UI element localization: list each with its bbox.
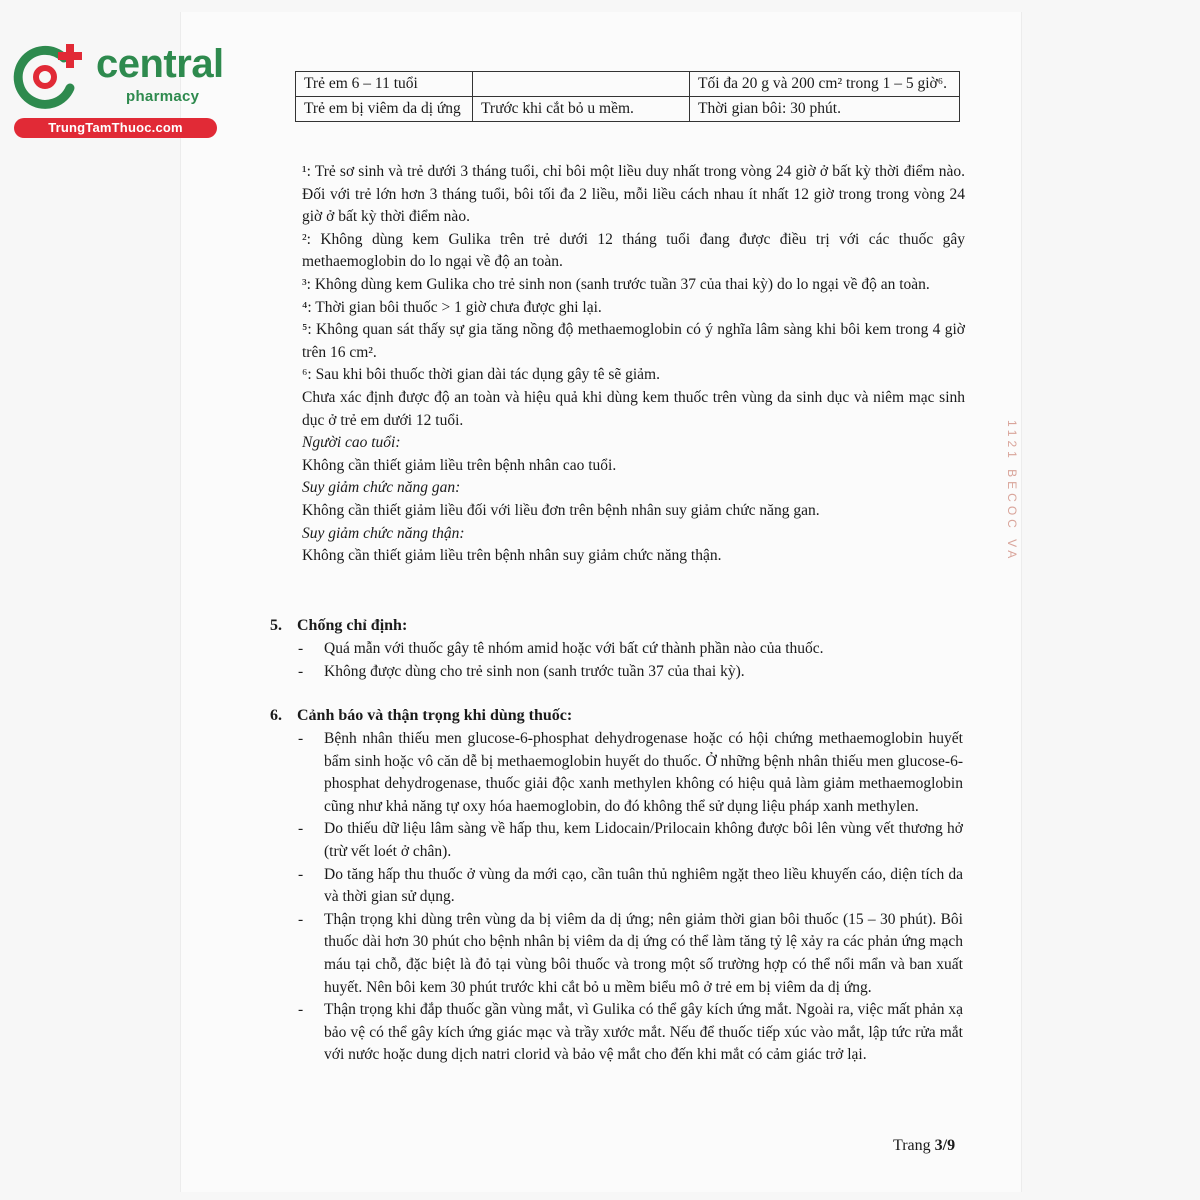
page-index: 3/9 <box>934 1137 956 1154</box>
pharmacy-cross-icon <box>12 40 86 114</box>
table-cell: Trước khi cắt bỏ u mềm. <box>473 97 690 122</box>
table-cell: Trẻ em 6 – 11 tuổi <box>296 72 473 97</box>
section-number: 5. <box>270 617 282 634</box>
list-dash: - <box>298 662 304 680</box>
list-item: - Do tăng hấp thu thuốc ở vùng da mới cạo, cần tuân thủ nghiêm ngặt theo liều khuyến cáo, diện tích da và thời gian sử dụng. <box>298 865 963 906</box>
footnote-5: ⁵: Không quan sát thấy sự gia tăng nồng độ methaemoglobin có ý nghĩa lâm sàng khi bôi kem trong 4 giờ trên 16 cm². <box>302 321 965 361</box>
footnote-2: ²: Không dùng kem Gulika trên trẻ dưới 12 tháng tuổi đang được điều trị với các thuốc gây methaemoglobin do lo ngại về độ an toàn. <box>302 230 965 271</box>
footnote-3: ³: Không dùng kem Gulika cho trẻ sinh non (sanh trước tuần 37 của thai kỳ) do lo ngại về độ an toàn. <box>302 275 930 293</box>
genital-note: Chưa xác định được độ an toàn và hiệu quả khi dùng kem thuốc trên vùng da sinh dục và niêm mạc sinh dục ở trẻ em dưới 12 tuổi. <box>302 388 965 429</box>
central-pharmacy-logo <box>8 38 224 138</box>
table-cell: Trẻ em bị viêm da dị ứng <box>296 97 473 122</box>
table-row <box>296 97 960 122</box>
page-prefix: Trang <box>893 1137 935 1154</box>
footnote-4: ⁴: Thời gian bôi thuốc > 1 giờ chưa được ghi lại. <box>302 298 602 316</box>
list-dash: - <box>298 1001 304 1019</box>
list-dash: - <box>298 640 304 657</box>
section-5-heading <box>270 617 407 635</box>
table-cell <box>473 72 690 97</box>
table-row <box>296 72 960 97</box>
brand-url-badge: TrungTamThuoc.com <box>14 118 217 138</box>
elderly-heading: Người cao tuổi: <box>302 434 401 452</box>
elderly-text: Không cần thiết giảm liều trên bệnh nhân cao tuổi. <box>302 456 617 474</box>
kidney-heading: Suy giảm chức năng thận: <box>302 524 465 542</box>
list-dash: - <box>298 865 304 883</box>
section-title: Chống chỉ định: <box>297 617 408 634</box>
list-item: - Quá mẫn với thuốc gây tê nhóm amid hoặc với bất cứ thành phần nào của thuốc. <box>298 638 963 661</box>
list-item: - Bệnh nhân thiếu men glucose-6-phosphat dehydrogenase hoặc có hội chứng methaemoglobin huyết bẩm sinh hoặc vô căn dễ bị methaemoglobin huyết do thuốc. Ở những bệnh nhân thiếu men glucose-6-phosphat dehydrogenase, thuốc giải độc xanh methylen không có hiệu quả làm giảm methaemoglobin cũng như khả năng tự oxy hóa haemoglobin, do đó không thể sử dụng liệu pháp xanh methylen. <box>298 730 963 815</box>
section-6-heading <box>270 707 572 725</box>
table-cell: Thời gian bôi: 30 phút. <box>690 97 960 122</box>
footnotes-block <box>302 161 965 568</box>
brand-subtitle: pharmacy <box>126 88 200 105</box>
table-cell: Tối đa 20 g và 200 cm² trong 1 – 5 giờ⁶. <box>690 72 960 97</box>
list-item: - Không được dùng cho trẻ sinh non (sanh trước tuần 37 của thai kỳ). <box>298 661 963 684</box>
list-dash: - <box>298 820 304 838</box>
list-dash: - <box>298 730 304 747</box>
warnings-list <box>298 728 963 1067</box>
margin-stamp: 1121 BECOC VA <box>1005 420 1019 563</box>
section-title: Cảnh báo và thận trọng khi dùng thuốc: <box>297 707 573 724</box>
footnote-1: ¹: Trẻ sơ sinh và trẻ dưới 3 tháng tuổi, chỉ bôi một liều duy nhất trong vòng 24 giờ ở bất kỳ thời điểm nào. Đối với trẻ lớn hơn 3 tháng tuổi, bôi tối đa 2 liều, mỗi liều cách nhau ít nhất 12 giờ trong trong vòng 24 giờ ở bất kỳ thời điểm nào. <box>302 163 965 226</box>
list-item: - Do thiếu dữ liệu lâm sàng về hấp thu, kem Lidocain/Prilocain không được bôi lên vùng vết thương hở (trừ vết loét ở chân). <box>298 820 963 860</box>
list-item: - Thận trọng khi dùng trên vùng da bị viêm da dị ứng; nên giảm thời gian bôi thuốc (15 – 30 phút). Bôi thuốc dài hơn 30 phút cho bệnh nhân bị viêm da dị ứng có thể làm tăng tỷ lệ xảy ra các phản ứng mạch máu tại chỗ, đặc biệt là đỏ tại vùng bôi thuốc và trong một số trường hợp có thể nổi mẩn và ban xuất huyết. Nên bôi kem 30 phút trước khi cắt bỏ u mềm biểu mô ở trẻ em bị viêm da dị ứng. <box>298 910 963 996</box>
liver-text: Không cần thiết giảm liều đối với liều đơn trên bệnh nhân suy giảm chức năng gan. <box>302 501 820 519</box>
dosage-table <box>295 71 960 122</box>
list-dash: - <box>298 910 304 928</box>
page-number <box>893 1137 955 1155</box>
list-item: - Thận trọng khi đắp thuốc gần vùng mắt, vì Gulika có thể gây kích ứng mắt. Ngoài ra, việc mất phản xạ bảo vệ có thể gây kích ứng giác mạc và trầy xước mắt. Nếu để thuốc tiếp xúc vào mắt, lập tức rửa mắt với nước hoặc dung dịch natri clorid và bảo vệ mắt cho đến khi mắt có cảm giác trở lại. <box>298 1001 963 1064</box>
footnote-6: ⁶: Sau khi bôi thuốc thời gian dài tác dụng gây tê sẽ giảm. <box>302 366 660 384</box>
contraindications-list <box>298 638 963 683</box>
liver-heading: Suy giảm chức năng gan: <box>302 479 461 497</box>
kidney-text: Không cần thiết giảm liều trên bệnh nhân suy giảm chức năng thận. <box>302 547 722 565</box>
section-number: 6. <box>270 707 282 724</box>
brand-name: central <box>96 42 224 86</box>
